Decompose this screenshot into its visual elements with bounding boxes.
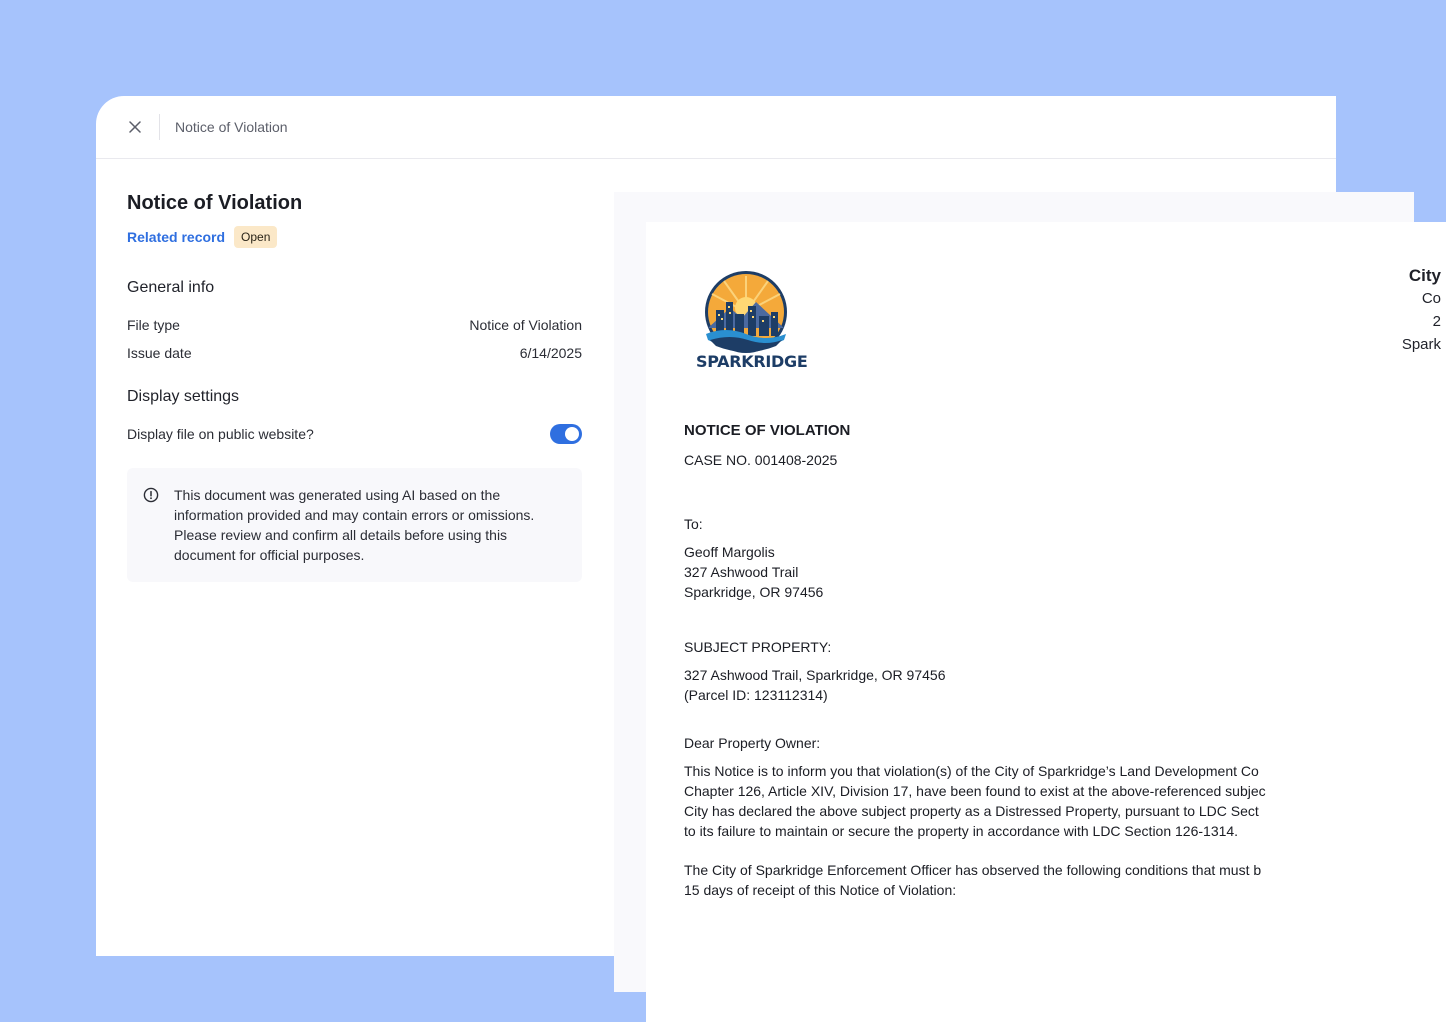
page-title: Notice of Violation [127, 192, 303, 214]
body-line: to its failure to maintain or secure the property in accordance with LDC Section 126-1314. [684, 823, 1239, 839]
recipient-street: 327 Ashwood Trail [684, 564, 799, 580]
body-line: 15 days of receipt of this Notice of Violation: [684, 882, 957, 898]
body-line: The City of Sparkridge Enforcement Officer has observed the following conditions that must b [684, 862, 1262, 878]
subject-parcel: (Parcel ID: 123112314) [684, 687, 828, 703]
ai-notice-text: This document was generated using AI based on the information provided and may contain errors or omissions. Please review and confirm all details before using this document for official purposes. [174, 487, 535, 563]
meta-row [127, 226, 582, 248]
subject-label: SUBJECT PROPERTY: [684, 639, 832, 655]
logo-emblem-icon [696, 268, 796, 352]
info-row-file-type [127, 315, 582, 335]
ai-notice-box [127, 468, 582, 582]
salutation: Dear Property Owner: [684, 735, 821, 751]
letterhead-line: Spark [1401, 336, 1441, 353]
related-record-link[interactable]: Related record [127, 229, 226, 245]
letterhead-line: 2 [1432, 313, 1441, 330]
info-value: Notice of Violation [469, 317, 582, 333]
close-button[interactable] [126, 118, 144, 136]
info-label: File type [127, 317, 180, 333]
case-number: CASE NO. 001408-2025 [684, 452, 838, 468]
info-icon [143, 487, 159, 503]
top-bar [96, 96, 1336, 159]
info-row-issue-date [127, 343, 582, 363]
topbar-title: Notice of Violation [175, 119, 288, 135]
toggle-label: Display file on public website? [127, 426, 314, 442]
document-page [646, 222, 1446, 1022]
close-icon [129, 121, 141, 133]
letterhead [1241, 264, 1441, 356]
body-line: This Notice is to inform you that violation(s) of the City of Sparkridge’s Land Development Co [684, 763, 1259, 779]
recipient-name: Geoff Margolis [684, 544, 775, 560]
logo-wordmark: SPARKRIDGE [696, 352, 808, 371]
document-preview[interactable] [614, 192, 1441, 992]
letterhead-line: City [1408, 266, 1441, 285]
info-value: 6/14/2025 [519, 345, 582, 361]
general-info-heading: General info [127, 279, 215, 296]
public-website-setting [127, 424, 582, 444]
letterhead-line: Co [1421, 290, 1441, 307]
document-viewer-window [96, 96, 1441, 956]
subject-address: 327 Ashwood Trail, Sparkridge, OR 97456 [684, 667, 946, 683]
details-sidebar [127, 190, 582, 582]
to-label: To: [684, 516, 703, 532]
topbar-divider [159, 114, 160, 140]
sparkridge-logo [696, 268, 808, 373]
public-website-toggle[interactable] [550, 424, 582, 444]
info-label: Issue date [127, 345, 192, 361]
notice-heading: NOTICE OF VIOLATION [684, 422, 851, 439]
body-line: Chapter 126, Article XIV, Division 17, have been found to exist at the above-referenced subjec [684, 783, 1266, 799]
status-badge: Open [234, 226, 277, 248]
recipient-city: Sparkridge, OR 97456 [684, 584, 824, 600]
toggle-knob [565, 427, 579, 441]
display-settings-heading: Display settings [127, 388, 240, 405]
body-line: City has declared the above subject property as a Distressed Property, pursuant to LDC Sect [684, 803, 1259, 819]
